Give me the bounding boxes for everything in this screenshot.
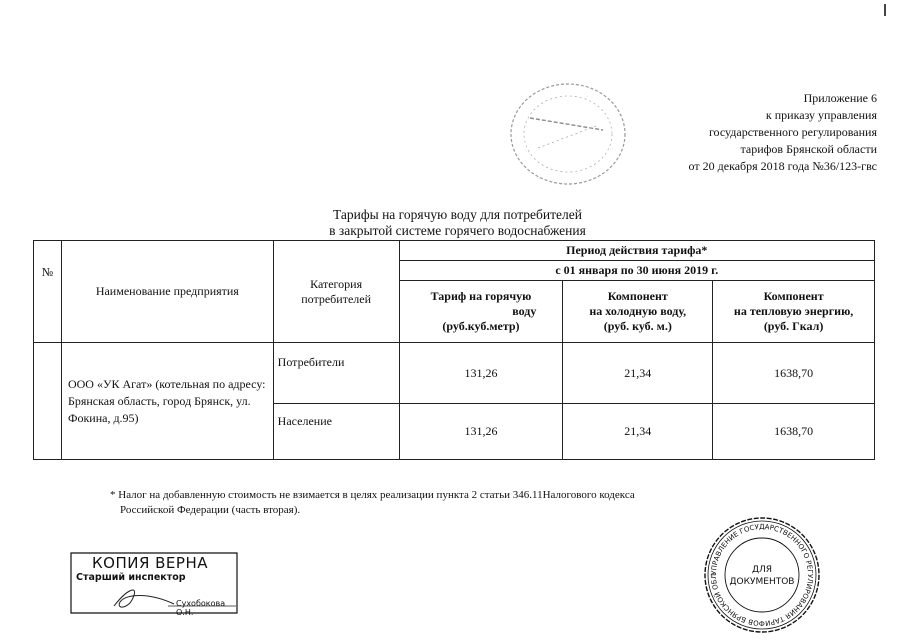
- row-tariff: 131,26: [399, 404, 563, 460]
- title-line2: в закрытой системе горячего водоснабжения: [329, 223, 586, 238]
- appendix-line2: к приказу управления: [765, 108, 877, 122]
- table-row: [34, 343, 875, 404]
- header-tariff-line3: (руб.куб.метр): [442, 319, 520, 333]
- title-line1: Тарифы на горячую воду для потребителей: [333, 207, 582, 222]
- row-cold: 21,34: [563, 404, 713, 460]
- header-heat-line1: Компонент: [763, 289, 824, 303]
- header-heat-line2: на тепловую энергию,: [733, 304, 854, 318]
- round-seal: [703, 516, 821, 634]
- header-heat-line3: (руб. Гкал): [763, 319, 824, 333]
- stamp-name: Сухобокова О.Н.: [176, 599, 226, 617]
- header-company: Наименование предприятия: [61, 241, 273, 343]
- appendix-line1: Приложение 6: [803, 91, 877, 105]
- company-cell: ООО «УК Агат» (котельная по адресу: Брянская область, город Брянск, ул. Фокина, д.95): [61, 343, 273, 460]
- footnote-line1: * Налог на добавленную стоимость не взимается в целях реализации пункта 2 статьи 346.11Налогового кодекса: [110, 489, 635, 501]
- row-number-cell: [34, 343, 62, 460]
- seal-center-line2: ДОКУМЕНТОВ: [729, 577, 795, 587]
- footnote-line2: Российской Федерации (часть вторая).: [120, 504, 301, 516]
- stamp-position: Старший инспектор: [76, 572, 186, 583]
- copy-certified-stamp: [70, 552, 238, 617]
- stamp-title: КОПИЯ ВЕРНА: [92, 554, 209, 572]
- header-cold: [563, 281, 713, 343]
- row-tariff: 131,26: [399, 343, 563, 404]
- seal-center-line1: ДЛЯ: [751, 565, 773, 575]
- row-heat: 1638,70: [713, 404, 875, 460]
- header-cold-line2: на холодную воду,: [589, 304, 687, 318]
- header-tariff-line2: воду: [512, 304, 537, 318]
- row-cold: 21,34: [563, 343, 713, 404]
- appendix-line3: государственного регулирования: [708, 125, 877, 139]
- header-tariff: [399, 281, 563, 343]
- header-tariff-line1: Тариф на горячую: [430, 289, 532, 303]
- seal-ring-text: УПРАВЛЕНИЕ ГОСУДАРСТВЕННОГО РЕГУЛИРОВАНИЯ ТАРИФОВ БРЯНСКОЙ ОБЛ: [709, 522, 815, 628]
- scan-mark: [884, 4, 886, 16]
- footnote: [110, 488, 710, 518]
- header-number: №: [34, 241, 62, 343]
- header-heat: [713, 281, 875, 343]
- appendix-block: [577, 90, 877, 175]
- appendix-line5: от 20 декабря 2018 года №36/123-гвс: [688, 159, 877, 173]
- appendix-line4: тарифов Брянской области: [740, 142, 877, 156]
- row-heat: 1638,70: [713, 343, 875, 404]
- tariff-table: [33, 240, 875, 460]
- header-category: Категория потребителей: [273, 241, 399, 343]
- header-dates: с 01 января по 30 июня 2019 г.: [399, 261, 874, 281]
- row-category: Население: [273, 404, 399, 460]
- header-cold-line1: Компонент: [607, 289, 668, 303]
- document-title: [0, 207, 905, 239]
- row-category: Потребители: [273, 343, 399, 404]
- header-period: Период действия тарифа*: [399, 241, 874, 261]
- header-cold-line3: (руб. куб. м.): [603, 319, 672, 333]
